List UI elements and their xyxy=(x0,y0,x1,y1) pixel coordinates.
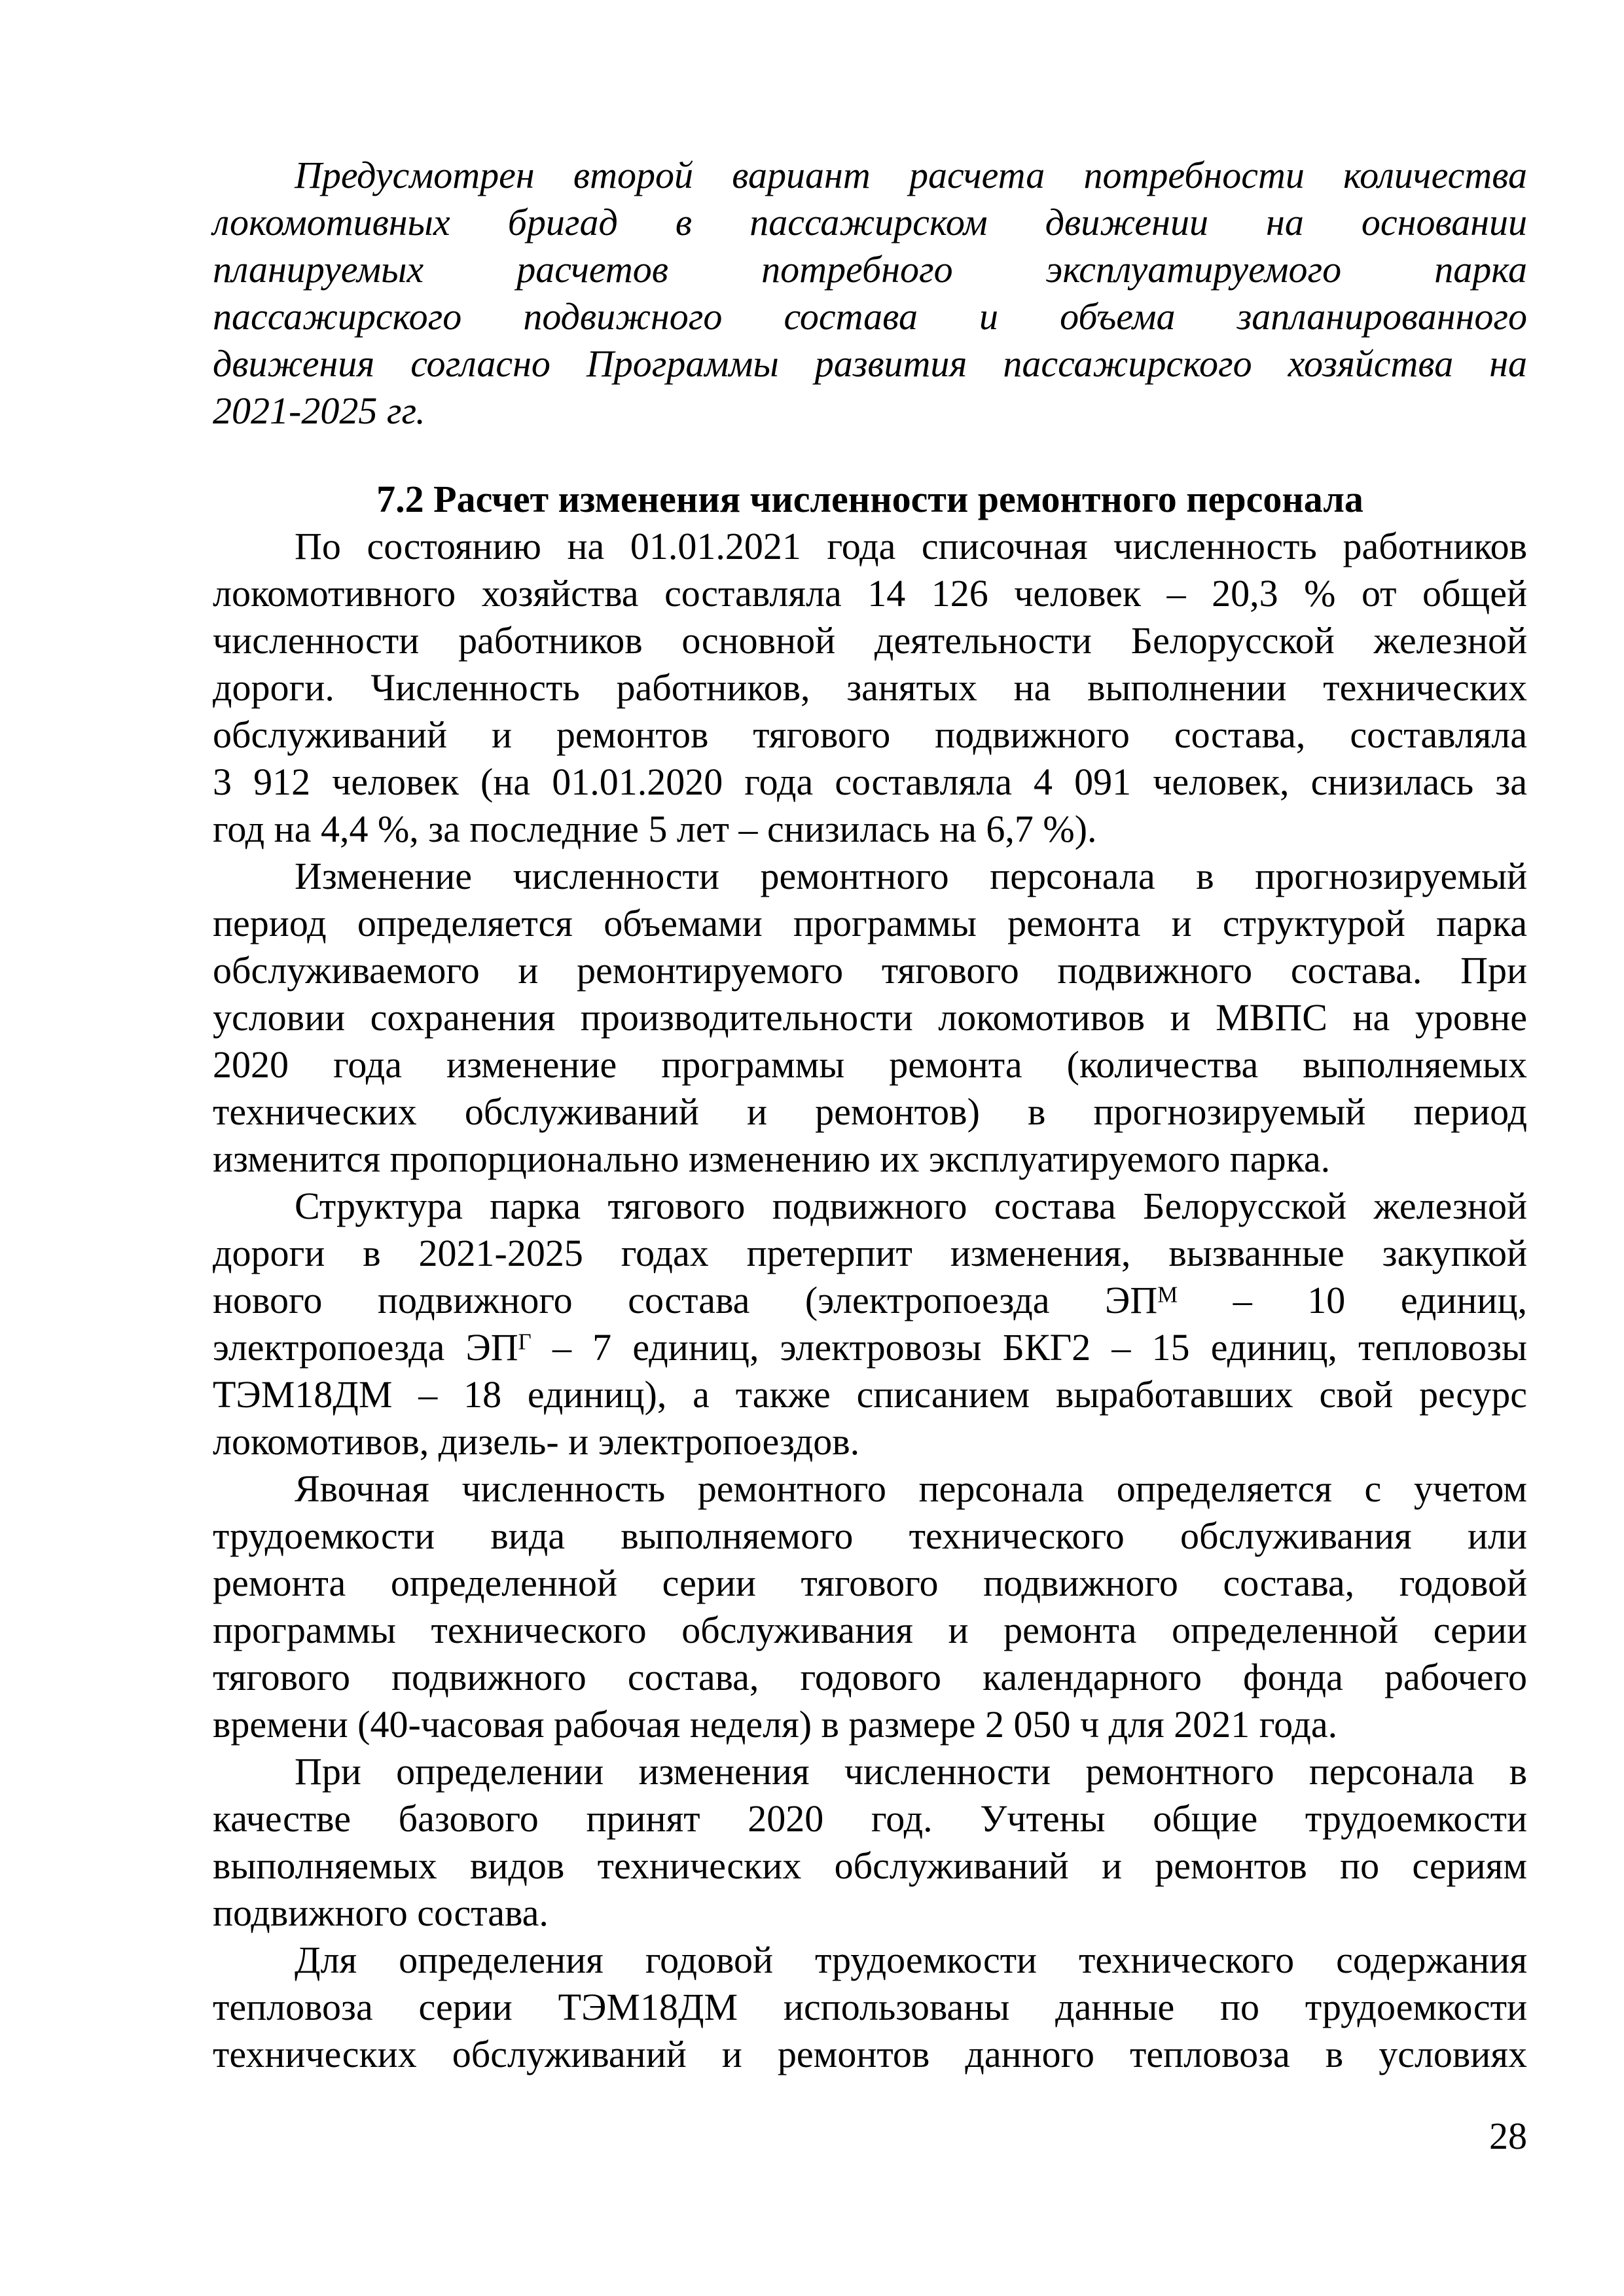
text-line xyxy=(213,1324,1527,1371)
text-segment: локомотивных бригад в пассажирском движении на основании xyxy=(213,201,1527,243)
intro-paragraph xyxy=(213,152,1527,435)
text-segment: обслуживаний и ремонтов тягового подвижного состава, составляла xyxy=(213,713,1527,756)
text-segment: При определении изменения численности ремонтного персонала в xyxy=(295,1750,1527,1793)
text-segment: численности работников основной деятельности Белорусской железной xyxy=(213,619,1527,662)
text-line xyxy=(213,199,1527,246)
text-line xyxy=(213,711,1527,759)
text-line xyxy=(213,1560,1527,1607)
page-number: 28 xyxy=(1489,2115,1527,2157)
text-line xyxy=(213,1088,1527,1136)
text-line xyxy=(213,293,1527,340)
text-segment: планируемых расчетов потребного эксплуатируемого парка xyxy=(213,248,1527,291)
text-segment: Для определения годовой трудоемкости технического содержания xyxy=(295,1939,1527,1981)
text-segment: локомотивов, дизель- и электропоездов. xyxy=(213,1420,860,1463)
text-line xyxy=(213,476,1527,523)
text-line xyxy=(213,1654,1527,1701)
text-line xyxy=(213,1277,1527,1324)
text-segment: программы технического обслуживания и ремонта определенной серии xyxy=(213,1609,1527,1651)
text-segment: 7.2 Расчет изменения численности ремонтного персонала xyxy=(376,478,1363,520)
text-line xyxy=(213,1418,1527,1465)
text-line xyxy=(213,900,1527,947)
text-segment: 3 912 человек (на 01.01.2020 года составляла 4 091 человек, снизилась за xyxy=(213,761,1527,803)
text-segment: пассажирского подвижного состава и объема запланированного xyxy=(213,295,1527,338)
section-heading xyxy=(213,476,1527,523)
text-segment: Явочная численность ремонтного персонала определяется с учетом xyxy=(295,1467,1527,1510)
text-segment: тягового подвижного состава, годового календарного фонда рабочего xyxy=(213,1656,1527,1698)
text-segment: Структура парка тягового подвижного состава Белорусской железной xyxy=(295,1185,1527,1227)
text-segment: условии сохранения производительности локомотивов и МВПС на уровне xyxy=(213,996,1527,1039)
text-line xyxy=(213,1183,1527,1230)
text-segment: – 7 единиц, электровозы БКГ2 – 15 единиц, тепловозы xyxy=(531,1326,1527,1369)
text-segment: качестве базового принят 2020 год. Учтены общие трудоемкости xyxy=(213,1797,1527,1840)
text-segment: технических обслуживаний и ремонтов данного тепловоза в условиях xyxy=(213,2033,1527,2075)
text-line xyxy=(213,1937,1527,1984)
text-line xyxy=(213,1465,1527,1513)
text-segment: времени (40-часовая рабочая неделя) в размере 2 050 ч для 2021 года. xyxy=(213,1703,1338,1746)
text-line xyxy=(213,664,1527,711)
text-segment: Предусмотрен второй вариант расчета потребности количества xyxy=(295,154,1527,196)
text-segment: дороги в 2021-2025 годах претерпит изменения, вызванные закупкой xyxy=(213,1232,1527,1274)
text-line xyxy=(213,853,1527,900)
text-segment: период определяется объемами программы ремонта и структурой парка xyxy=(213,902,1527,944)
text-segment: год на 4,4 %, за последние 5 лет – снизилась на 6,7 %). xyxy=(213,808,1097,850)
text-line xyxy=(213,1842,1527,1890)
text-line xyxy=(213,1748,1527,1795)
text-line xyxy=(213,1984,1527,2031)
text-segment: обслуживаемого и ремонтируемого тягового подвижного состава. При xyxy=(213,949,1527,992)
text-line xyxy=(213,617,1527,664)
text-line xyxy=(213,340,1527,387)
text-segment: По состоянию на 01.01.2021 года списочная численность работников xyxy=(295,525,1527,567)
text-segment: тепловоза серии ТЭМ18ДМ использованы данные по трудоемкости xyxy=(213,1986,1527,2028)
text-line xyxy=(213,1230,1527,1277)
paragraph-base-year xyxy=(213,1748,1527,1937)
text-segment: трудоемкости вида выполняемого технического обслуживания или xyxy=(213,1515,1527,1557)
superscript: М xyxy=(1157,1282,1178,1308)
text-line xyxy=(213,1513,1527,1560)
paragraph-repair-personnel-change xyxy=(213,853,1527,1183)
paragraph-tem18dm-data xyxy=(213,1937,1527,2078)
text-line xyxy=(213,523,1527,570)
text-line xyxy=(213,1795,1527,1842)
text-line xyxy=(213,759,1527,806)
text-segment: изменится пропорционально изменению их эксплуатируемого парка. xyxy=(213,1138,1331,1180)
text-line xyxy=(213,570,1527,617)
text-line xyxy=(213,387,1527,435)
text-segment: дороги. Численность работников, занятых на выполнении технических xyxy=(213,666,1527,709)
text-segment: – 10 единиц, xyxy=(1178,1279,1528,1321)
text-line xyxy=(213,947,1527,994)
text-segment: локомотивного хозяйства составляла 14 126 человек – 20,3 % от общей xyxy=(213,572,1527,615)
text-segment: подвижного состава. xyxy=(213,1892,549,1934)
paragraph-roster-calculation xyxy=(213,1465,1527,1748)
text-segment: ТЭМ18ДМ – 18 единиц), а также списанием выработавших свой ресурс xyxy=(213,1373,1527,1416)
superscript: Г xyxy=(518,1329,532,1355)
text-line xyxy=(213,1136,1527,1183)
text-line xyxy=(213,1041,1527,1088)
text-segment: технических обслуживаний и ремонтов) в прогнозируемый период xyxy=(213,1090,1527,1133)
document-body xyxy=(213,152,1527,2078)
text-segment: движения согласно Программы развития пассажирского хозяйства на xyxy=(213,342,1527,385)
text-line xyxy=(213,1701,1527,1748)
paragraph-workforce-status xyxy=(213,523,1527,853)
text-line xyxy=(213,994,1527,1041)
text-line xyxy=(213,1371,1527,1418)
text-line xyxy=(213,246,1527,293)
text-segment: ремонта определенной серии тягового подвижного состава, годовой xyxy=(213,1562,1527,1604)
text-line xyxy=(213,1607,1527,1654)
text-segment: Изменение численности ремонтного персонала в прогнозируемый xyxy=(295,855,1527,897)
text-line xyxy=(213,2031,1527,2078)
text-segment: выполняемых видов технических обслуживаний и ремонтов по сериям xyxy=(213,1844,1527,1887)
text-segment: нового подвижного состава (электропоезда ЭП xyxy=(213,1279,1158,1321)
text-segment: электропоезда ЭП xyxy=(213,1326,518,1369)
text-line xyxy=(213,806,1527,853)
text-segment: 2020 года изменение программы ремонта (количества выполняемых xyxy=(213,1043,1527,1086)
text-segment: 2021-2025 гг. xyxy=(213,389,425,432)
paragraph-fleet-structure xyxy=(213,1183,1527,1465)
text-line xyxy=(213,152,1527,199)
text-line xyxy=(213,1890,1527,1937)
